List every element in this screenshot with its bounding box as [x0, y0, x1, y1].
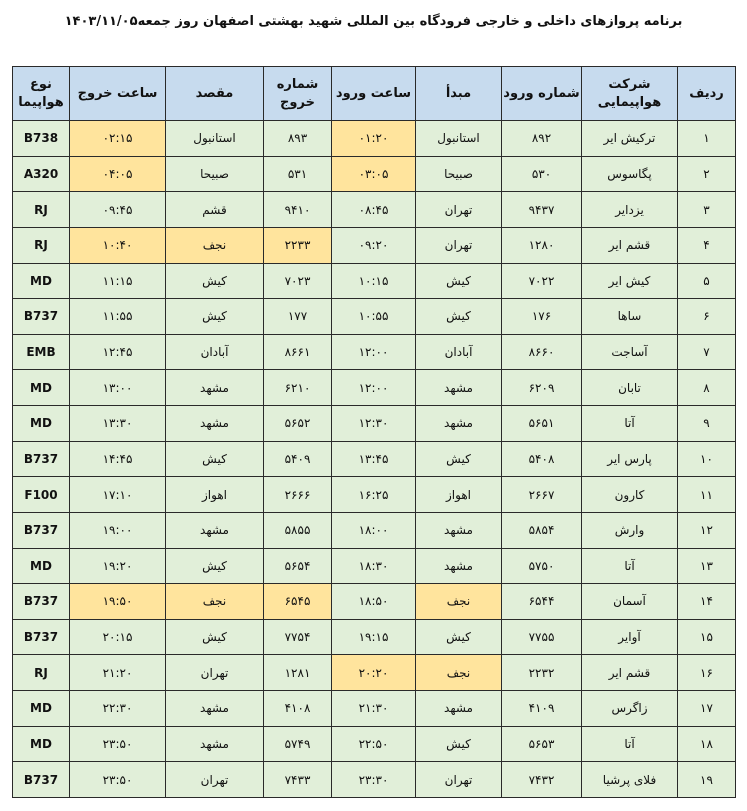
cell-departure-time: ۰۹:۴۵ — [70, 192, 166, 228]
cell-arrival-time: ۱۳:۴۵ — [332, 441, 416, 477]
cell-airline: آتا — [582, 726, 678, 762]
cell-departure-number: ۱۷۷ — [264, 299, 332, 335]
table-row — [13, 299, 736, 335]
cell-arrival-time: ۱۲:۰۰ — [332, 370, 416, 406]
flight-schedule-table — [12, 66, 736, 798]
cell-departure-time: ۲۳:۵۰ — [70, 726, 166, 762]
cell-arrival-number: ۴۱۰۹ — [502, 691, 582, 727]
cell-row-number: ۱ — [678, 121, 736, 157]
cell-airline: آتا — [582, 548, 678, 584]
cell-arrival-time: ۱۲:۰۰ — [332, 334, 416, 370]
cell-row-number: ۱۱ — [678, 477, 736, 513]
cell-arrival-number: ۵۷۵۰ — [502, 548, 582, 584]
cell-aircraft-type: RJ — [13, 227, 70, 263]
cell-departure-number: ۲۲۳۳ — [264, 227, 332, 263]
cell-departure-number: ۵۴۰۹ — [264, 441, 332, 477]
cell-origin: تهران — [416, 762, 502, 798]
cell-aircraft-type: MD — [13, 691, 70, 727]
cell-departure-time: ۱۲:۴۵ — [70, 334, 166, 370]
cell-airline: فلای پرشیا — [582, 762, 678, 798]
table-body — [13, 121, 736, 798]
cell-arrival-time: ۲۰:۲۰ — [332, 655, 416, 691]
cell-departure-time: ۱۳:۰۰ — [70, 370, 166, 406]
cell-row-number: ۱۲ — [678, 512, 736, 548]
cell-origin: تهران — [416, 192, 502, 228]
cell-departure-number: ۹۴۱۰ — [264, 192, 332, 228]
cell-destination: مشهد — [166, 691, 264, 727]
cell-origin: کیش — [416, 619, 502, 655]
cell-arrival-time: ۱۲:۳۰ — [332, 406, 416, 442]
cell-origin: مشهد — [416, 691, 502, 727]
cell-airline: زاگرس — [582, 691, 678, 727]
cell-arrival-time: ۱۰:۵۵ — [332, 299, 416, 335]
table-row — [13, 370, 736, 406]
cell-origin: اهواز — [416, 477, 502, 513]
cell-origin: نجف — [416, 655, 502, 691]
cell-arrival-number: ۷۷۵۵ — [502, 619, 582, 655]
table-row — [13, 406, 736, 442]
cell-origin: مشهد — [416, 406, 502, 442]
cell-departure-number: ۴۱۰۸ — [264, 691, 332, 727]
cell-arrival-number: ۶۲۰۹ — [502, 370, 582, 406]
cell-departure-time: ۱۱:۵۵ — [70, 299, 166, 335]
cell-airline: وارش — [582, 512, 678, 548]
cell-airline: آتا — [582, 406, 678, 442]
cell-origin: صبیحا — [416, 156, 502, 192]
cell-airline: پارس ایر — [582, 441, 678, 477]
cell-arrival-number: ۲۶۶۷ — [502, 477, 582, 513]
cell-arrival-time: ۲۲:۵۰ — [332, 726, 416, 762]
cell-departure-number: ۵۶۵۲ — [264, 406, 332, 442]
cell-origin: مشهد — [416, 370, 502, 406]
cell-departure-time: ۱۱:۱۵ — [70, 263, 166, 299]
cell-arrival-number: ۹۴۳۷ — [502, 192, 582, 228]
table-row — [13, 334, 736, 370]
cell-arrival-time: ۱۰:۱۵ — [332, 263, 416, 299]
table-row — [13, 655, 736, 691]
cell-origin: کیش — [416, 441, 502, 477]
cell-airline: پگاسوس — [582, 156, 678, 192]
cell-departure-time: ۱۴:۴۵ — [70, 441, 166, 477]
cell-departure-number: ۶۵۴۵ — [264, 584, 332, 620]
cell-row-number: ۴ — [678, 227, 736, 263]
cell-row-number: ۱۷ — [678, 691, 736, 727]
cell-departure-time: ۱۰:۴۰ — [70, 227, 166, 263]
cell-airline: قشم ایر — [582, 227, 678, 263]
cell-departure-time: ۱۹:۲۰ — [70, 548, 166, 584]
cell-arrival-number: ۵۴۰۸ — [502, 441, 582, 477]
cell-destination: کیش — [166, 548, 264, 584]
table-row — [13, 227, 736, 263]
cell-origin: کیش — [416, 726, 502, 762]
cell-origin: مشهد — [416, 548, 502, 584]
cell-aircraft-type: B737 — [13, 762, 70, 798]
cell-airline: کارون — [582, 477, 678, 513]
cell-departure-number: ۷۰۲۳ — [264, 263, 332, 299]
cell-aircraft-type: B737 — [13, 512, 70, 548]
page-title: برنامه پروازهای داخلی و خارجی فرودگاه بین المللی شهید بهشتی اصفهان روز جمعه۱۴۰۳/۱۱/۰۵ — [64, 14, 683, 29]
cell-arrival-number: ۸۶۶۰ — [502, 334, 582, 370]
cell-destination: مشهد — [166, 512, 264, 548]
cell-aircraft-type: MD — [13, 548, 70, 584]
cell-arrival-time: ۱۶:۲۵ — [332, 477, 416, 513]
cell-destination: قشم — [166, 192, 264, 228]
cell-airline: ترکیش ایر — [582, 121, 678, 157]
cell-arrival-time: ۲۳:۳۰ — [332, 762, 416, 798]
cell-arrival-time: ۱۹:۱۵ — [332, 619, 416, 655]
cell-destination: نجف — [166, 584, 264, 620]
cell-aircraft-type: B737 — [13, 584, 70, 620]
cell-destination: استانبول — [166, 121, 264, 157]
cell-aircraft-type: MD — [13, 726, 70, 762]
cell-airline: کیش ایر — [582, 263, 678, 299]
cell-departure-number: ۵۸۵۵ — [264, 512, 332, 548]
cell-departure-time: ۰۴:۰۵ — [70, 156, 166, 192]
cell-arrival-number: ۵۶۵۳ — [502, 726, 582, 762]
header-departure-time: ساعت خروج — [70, 67, 166, 121]
cell-destination: آبادان — [166, 334, 264, 370]
cell-destination: تهران — [166, 655, 264, 691]
cell-departure-number: ۵۶۵۴ — [264, 548, 332, 584]
cell-destination: مشهد — [166, 406, 264, 442]
cell-origin: آبادان — [416, 334, 502, 370]
cell-airline: ساها — [582, 299, 678, 335]
table-row — [13, 441, 736, 477]
cell-aircraft-type: B737 — [13, 619, 70, 655]
header-destination: مقصد — [166, 67, 264, 121]
cell-row-number: ۱۶ — [678, 655, 736, 691]
table-row — [13, 263, 736, 299]
cell-row-number: ۱۳ — [678, 548, 736, 584]
cell-aircraft-type: B737 — [13, 299, 70, 335]
cell-destination: کیش — [166, 619, 264, 655]
cell-aircraft-type: B738 — [13, 121, 70, 157]
table-row — [13, 192, 736, 228]
header-aircraft-type: نوع هواپیما — [13, 67, 70, 121]
cell-arrival-number: ۸۹۲ — [502, 121, 582, 157]
cell-aircraft-type: B737 — [13, 441, 70, 477]
cell-row-number: ۹ — [678, 406, 736, 442]
cell-row-number: ۳ — [678, 192, 736, 228]
cell-airline: آساجت — [582, 334, 678, 370]
cell-origin: نجف — [416, 584, 502, 620]
cell-aircraft-type: RJ — [13, 655, 70, 691]
cell-destination: تهران — [166, 762, 264, 798]
cell-departure-number: ۸۶۶۱ — [264, 334, 332, 370]
table-row — [13, 512, 736, 548]
cell-destination: مشهد — [166, 370, 264, 406]
cell-origin: تهران — [416, 227, 502, 263]
cell-airline: یزدایر — [582, 192, 678, 228]
cell-row-number: ۱۴ — [678, 584, 736, 620]
header-arrival-time: ساعت ورود — [332, 67, 416, 121]
cell-airline: آوایر — [582, 619, 678, 655]
cell-departure-number: ۷۴۳۳ — [264, 762, 332, 798]
table-row — [13, 477, 736, 513]
cell-arrival-number: ۵۶۵۱ — [502, 406, 582, 442]
cell-arrival-time: ۱۸:۵۰ — [332, 584, 416, 620]
cell-departure-number: ۵۷۴۹ — [264, 726, 332, 762]
cell-airline: آسمان — [582, 584, 678, 620]
table-row — [13, 584, 736, 620]
cell-arrival-time: ۰۱:۲۰ — [332, 121, 416, 157]
cell-aircraft-type: F100 — [13, 477, 70, 513]
cell-aircraft-type: EMB — [13, 334, 70, 370]
cell-aircraft-type: A320 — [13, 156, 70, 192]
cell-destination: نجف — [166, 227, 264, 263]
cell-aircraft-type: MD — [13, 263, 70, 299]
cell-arrival-number: ۷۴۳۲ — [502, 762, 582, 798]
cell-arrival-time: ۰۳:۰۵ — [332, 156, 416, 192]
cell-origin: استانبول — [416, 121, 502, 157]
header-airline: شرکت هواپیمایی — [582, 67, 678, 121]
header-arrival-number: شماره ورود — [502, 67, 582, 121]
cell-row-number: ۱۹ — [678, 762, 736, 798]
cell-departure-number: ۵۳۱ — [264, 156, 332, 192]
cell-arrival-time: ۲۱:۳۰ — [332, 691, 416, 727]
header-row-number: ردیف — [678, 67, 736, 121]
table-row — [13, 156, 736, 192]
cell-destination: مشهد — [166, 726, 264, 762]
cell-departure-time: ۲۳:۵۰ — [70, 762, 166, 798]
cell-arrival-number: ۶۵۴۴ — [502, 584, 582, 620]
cell-destination: کیش — [166, 441, 264, 477]
cell-departure-number: ۱۲۸۱ — [264, 655, 332, 691]
cell-origin: مشهد — [416, 512, 502, 548]
cell-aircraft-type: MD — [13, 406, 70, 442]
cell-row-number: ۱۵ — [678, 619, 736, 655]
cell-destination: کیش — [166, 299, 264, 335]
cell-departure-number: ۸۹۳ — [264, 121, 332, 157]
cell-arrival-number: ۷۰۲۲ — [502, 263, 582, 299]
cell-origin: کیش — [416, 299, 502, 335]
cell-departure-time: ۱۷:۱۰ — [70, 477, 166, 513]
cell-arrival-time: ۰۹:۲۰ — [332, 227, 416, 263]
table-row — [13, 726, 736, 762]
cell-departure-time: ۱۹:۰۰ — [70, 512, 166, 548]
cell-departure-time: ۱۹:۵۰ — [70, 584, 166, 620]
cell-airline: تابان — [582, 370, 678, 406]
table-row — [13, 121, 736, 157]
cell-departure-number: ۲۶۶۶ — [264, 477, 332, 513]
table-row — [13, 762, 736, 798]
cell-departure-number: ۷۷۵۴ — [264, 619, 332, 655]
cell-arrival-number: ۵۸۵۴ — [502, 512, 582, 548]
cell-row-number: ۷ — [678, 334, 736, 370]
cell-destination: صبیحا — [166, 156, 264, 192]
cell-row-number: ۵ — [678, 263, 736, 299]
header-origin: مبدأ — [416, 67, 502, 121]
cell-row-number: ۱۸ — [678, 726, 736, 762]
cell-airline: قشم ایر — [582, 655, 678, 691]
cell-arrival-time: ۱۸:۳۰ — [332, 548, 416, 584]
cell-arrival-time: ۰۸:۴۵ — [332, 192, 416, 228]
cell-destination: اهواز — [166, 477, 264, 513]
cell-departure-number: ۶۲۱۰ — [264, 370, 332, 406]
cell-aircraft-type: MD — [13, 370, 70, 406]
cell-arrival-number: ۱۲۸۰ — [502, 227, 582, 263]
cell-row-number: ۲ — [678, 156, 736, 192]
cell-row-number: ۱۰ — [678, 441, 736, 477]
cell-arrival-number: ۱۷۶ — [502, 299, 582, 335]
cell-arrival-number: ۲۲۳۲ — [502, 655, 582, 691]
table-row — [13, 619, 736, 655]
cell-arrival-number: ۵۳۰ — [502, 156, 582, 192]
table-header-row — [13, 67, 736, 121]
cell-destination: کیش — [166, 263, 264, 299]
cell-departure-time: ۲۰:۱۵ — [70, 619, 166, 655]
table-row — [13, 548, 736, 584]
cell-departure-time: ۲۱:۲۰ — [70, 655, 166, 691]
cell-row-number: ۶ — [678, 299, 736, 335]
header-departure-number: شماره خروج — [264, 67, 332, 121]
cell-arrival-time: ۱۸:۰۰ — [332, 512, 416, 548]
cell-departure-time: ۲۲:۳۰ — [70, 691, 166, 727]
cell-aircraft-type: RJ — [13, 192, 70, 228]
cell-departure-time: ۰۲:۱۵ — [70, 121, 166, 157]
cell-origin: کیش — [416, 263, 502, 299]
cell-row-number: ۸ — [678, 370, 736, 406]
table-row — [13, 691, 736, 727]
cell-departure-time: ۱۳:۳۰ — [70, 406, 166, 442]
